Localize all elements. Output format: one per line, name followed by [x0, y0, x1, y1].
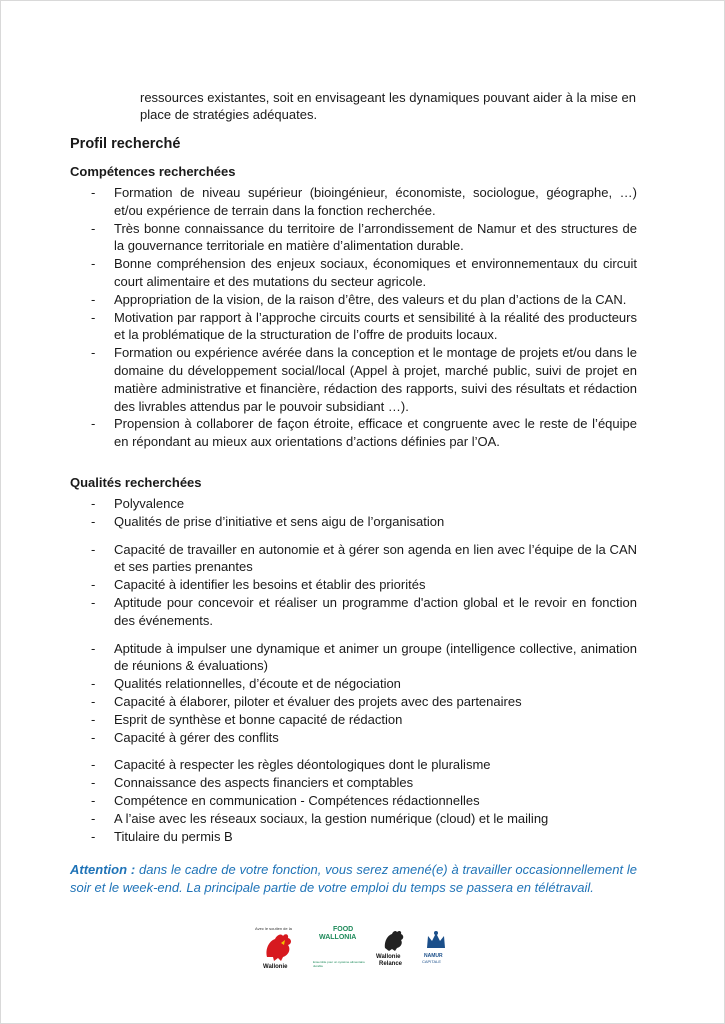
relance-line1: Wallonie	[376, 954, 401, 960]
list-item: - Très bonne connaissance du territoire de l’arrondissement de Namur et des structures de la gouvernance territoriale en matière d’alimentation durable.	[88, 220, 637, 256]
attention-label: Attention :	[70, 862, 136, 877]
wallonie-relance-logo	[375, 926, 411, 974]
food-line1: FOOD	[333, 926, 354, 933]
attention-text: dans le cadre de votre fonction, vous serez amené(e) à travailler occasionnellement le soir et le week-end. La principale partie de votre emploi du temps se passera en télétravail.	[70, 862, 638, 895]
list-item: - A l’aise avec les réseaux sociaux, la gestion numérique (cloud) et le mailing	[88, 810, 637, 828]
namur-line1: NAMUR	[424, 953, 443, 959]
carryover-paragraph: ressources existantes, soit en envisageant les dynamiques pouvant aider à la mise en place de stratégies adéquates.	[140, 90, 636, 122]
attention-note	[70, 861, 637, 897]
crown-icon	[425, 930, 447, 950]
list-item: - Polyvalence	[88, 495, 637, 513]
qualites-list	[88, 495, 637, 845]
wallonie-name: Wallonie	[263, 964, 288, 970]
rooster-outline-icon	[381, 928, 405, 952]
namur-line2: CAPITALE	[422, 959, 442, 964]
list-item: - Appropriation de la vision, de la raison d’être, des valeurs et du plan d’actions de la CAN.	[88, 291, 637, 309]
list-item: - Capacité à gérer des conflits	[88, 729, 637, 747]
food-tagline: Ensemble pour un système alimentaire durable	[313, 960, 365, 968]
list-item: - Capacité à identifier les besoins et établir des priorités	[88, 576, 637, 594]
rooster-icon	[261, 931, 295, 963]
list-item: - Capacité de travailler en autonomie et à gérer son agenda en lien avec l’équipe de la CAN et ses parties prenantes	[88, 541, 637, 577]
namur-capitale-logo	[421, 926, 453, 974]
list-item: - Titulaire du permis B	[88, 828, 637, 846]
list-item: - Esprit de synthèse et bonne capacité de rédaction	[88, 711, 637, 729]
list-item: - Propension à collaborer de façon étroite, efficace et congruente avec le reste de l’équipe en répondant au mieux aux orientations d’actions définies par l’OA.	[88, 415, 637, 451]
list-item: - Aptitude pour concevoir et réaliser un programme d'action global et le revoir en fonction des événements.	[88, 594, 637, 630]
list-item: - Capacité à respecter les règles déontologiques dont le pluralisme	[88, 756, 637, 774]
qualites-heading: Qualités recherchées	[70, 475, 202, 490]
list-item: - Connaissance des aspects financiers et comptables	[88, 774, 637, 792]
competences-heading: Compétences recherchées	[70, 164, 236, 179]
list-item: - Capacité à élaborer, piloter et évaluer des projets avec des partenaires	[88, 693, 637, 711]
list-item: - Formation de niveau supérieur (bioingénieur, économiste, sociologue, géographe, …) et/ou expérience de terrain dans la fonction recherchée.	[88, 184, 637, 220]
list-item: - Formation ou expérience avérée dans la conception et le montage de projets et/ou dans le domaine du développement social/local (Appel à projet, marché public, suivi de projet en matière administrative et financière, rédaction des rapports, suivi des résultats et rédaction des livrables attendus par le pouvoir subsidiant …).	[88, 344, 637, 415]
list-item: - Qualités de prise d’initiative et sens aigu de l’organisation	[88, 513, 637, 531]
food-wallonia-logo	[313, 926, 371, 974]
food-line2: WALLONIA	[319, 934, 357, 941]
sponsor-logos	[255, 926, 475, 976]
profil-heading: Profil recherché	[70, 136, 181, 152]
list-item: - Bonne compréhension des enjeux sociaux, économiques et environnementaux du circuit court alimentaire et des mutations du secteur agricole.	[88, 255, 637, 291]
wallonie-logo	[255, 926, 305, 974]
list-item: - Compétence en communication - Compétences rédactionnelles	[88, 792, 637, 810]
wallonie-tagline: Avec le soutien de la	[255, 926, 292, 931]
relance-line2: Relance	[379, 961, 403, 967]
list-item: - Motivation par rapport à l’approche circuits courts et sensibilité à la réalité des producteurs et la problématique de la structuration de l’offre de produits locaux.	[88, 309, 637, 345]
list-item: - Qualités relationnelles, d’écoute et de négociation	[88, 675, 637, 693]
list-item: - Aptitude à impulser une dynamique et animer un groupe (intelligence collective, animation de réunions & évaluations)	[88, 640, 637, 676]
competences-list	[88, 184, 637, 451]
